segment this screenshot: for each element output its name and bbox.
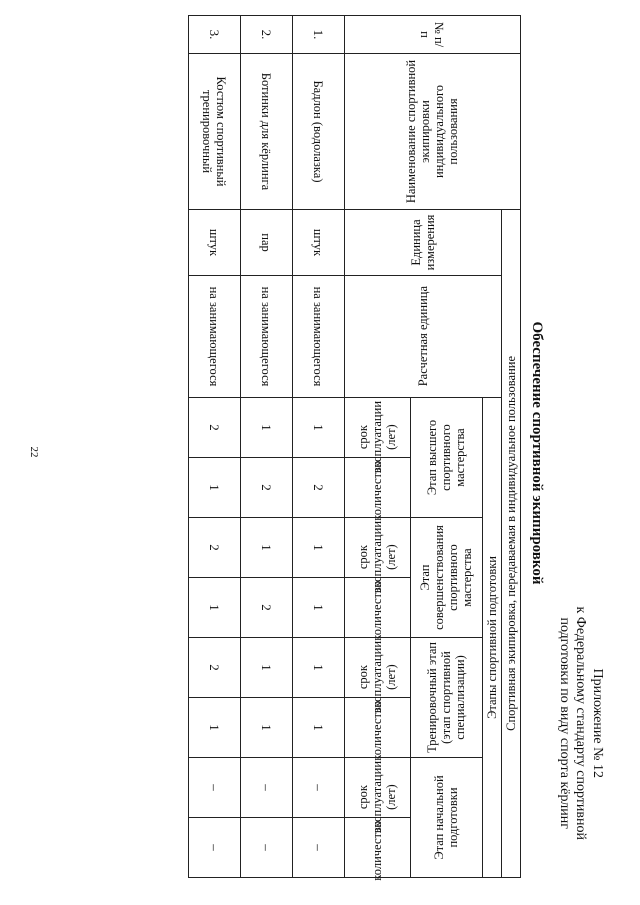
header-qty: количество	[345, 698, 411, 758]
cell-stage1-term: –	[189, 758, 241, 818]
header-stage-4: Этап высшего спортивного мастерства	[411, 398, 483, 518]
row-name: Бадлон (водолазка)	[293, 54, 345, 210]
header-stage-1: Этап начальной подготовки	[411, 758, 483, 878]
appendix-line: Приложение № 12	[590, 668, 605, 778]
header-term: срок эксплуатации (лет)	[345, 758, 411, 818]
cell-stage2-qty: 1	[189, 698, 241, 758]
cell-stage4-qty: 2	[293, 458, 345, 518]
document-title: Обеспечение спортивной экипировкой	[529, 321, 545, 585]
header-term: срок эксплуатации (лет)	[345, 638, 411, 698]
row-name: Костюм спортивный тренировочный	[189, 54, 241, 210]
header-term: срок эксплуатации (лет)	[345, 518, 411, 578]
row-unit: штук	[189, 210, 241, 276]
row-unit: штук	[293, 210, 345, 276]
cell-stage4-qty: 2	[241, 458, 293, 518]
header-no: № п/п	[345, 16, 521, 54]
header-stage-3: Этап совершенствования спортивного мастерства	[411, 518, 483, 638]
header-stage-2: Тренировочный этап (этап спортивной специализации)	[411, 638, 483, 758]
row-calc-unit: на занимающегося	[293, 276, 345, 398]
table-row	[241, 16, 293, 878]
cell-stage3-term: 1	[293, 518, 345, 578]
cell-stage2-term: 1	[241, 638, 293, 698]
row-number: 1.	[293, 16, 345, 54]
cell-stage3-qty: 2	[241, 578, 293, 638]
cell-stage3-qty: 1	[293, 578, 345, 638]
header-qty: количество	[345, 578, 411, 638]
cell-stage1-term: –	[293, 758, 345, 818]
cell-stage2-term: 2	[189, 638, 241, 698]
appendix-line: к Федеральному стандарту спортивной	[573, 606, 589, 840]
document-sheet	[25, 8, 615, 898]
header-calc-unit: Расчетная единица	[345, 276, 502, 398]
cell-stage2-qty: 1	[293, 698, 345, 758]
header-name: Наименование спортивной экипировки индивидуального пользования	[345, 54, 521, 210]
header-qty: количество	[345, 818, 411, 878]
page-number: 22	[28, 446, 40, 458]
cell-stage4-qty: 1	[189, 458, 241, 518]
appendix-line: подготовки по виду спорта кёрлинг	[557, 617, 572, 829]
row-number: 2.	[241, 16, 293, 54]
header-group: Спортивная экипировка, передаваемая в индивидуальное пользование	[502, 210, 521, 878]
cell-stage4-term: 2	[189, 398, 241, 458]
header-term: срок эксплуатации (лет)	[345, 398, 411, 458]
table-row	[293, 16, 345, 878]
cell-stage1-qty: –	[293, 818, 345, 878]
header-qty: количество	[345, 458, 411, 518]
row-unit: пар	[241, 210, 293, 276]
table-row	[189, 16, 241, 878]
cell-stage1-qty: –	[189, 818, 241, 878]
header-unit: Единица измерения	[345, 210, 502, 276]
cell-stage1-qty: –	[241, 818, 293, 878]
appendix-header	[556, 606, 606, 840]
row-number: 3.	[189, 16, 241, 54]
cell-stage2-term: 1	[293, 638, 345, 698]
row-calc-unit: на занимающегося	[241, 276, 293, 398]
row-name: Ботинки для кёрлинга	[241, 54, 293, 210]
cell-stage4-term: 1	[293, 398, 345, 458]
cell-stage3-qty: 1	[189, 578, 241, 638]
cell-stage1-term: –	[241, 758, 293, 818]
cell-stage3-term: 2	[189, 518, 241, 578]
cell-stage4-term: 1	[241, 398, 293, 458]
equipment-table	[188, 15, 521, 881]
row-calc-unit: на занимающегося	[189, 276, 241, 398]
cell-stage2-qty: 1	[241, 698, 293, 758]
cell-stage3-term: 1	[241, 518, 293, 578]
header-stages-group: Этапы спортивной подготовки	[483, 398, 502, 878]
